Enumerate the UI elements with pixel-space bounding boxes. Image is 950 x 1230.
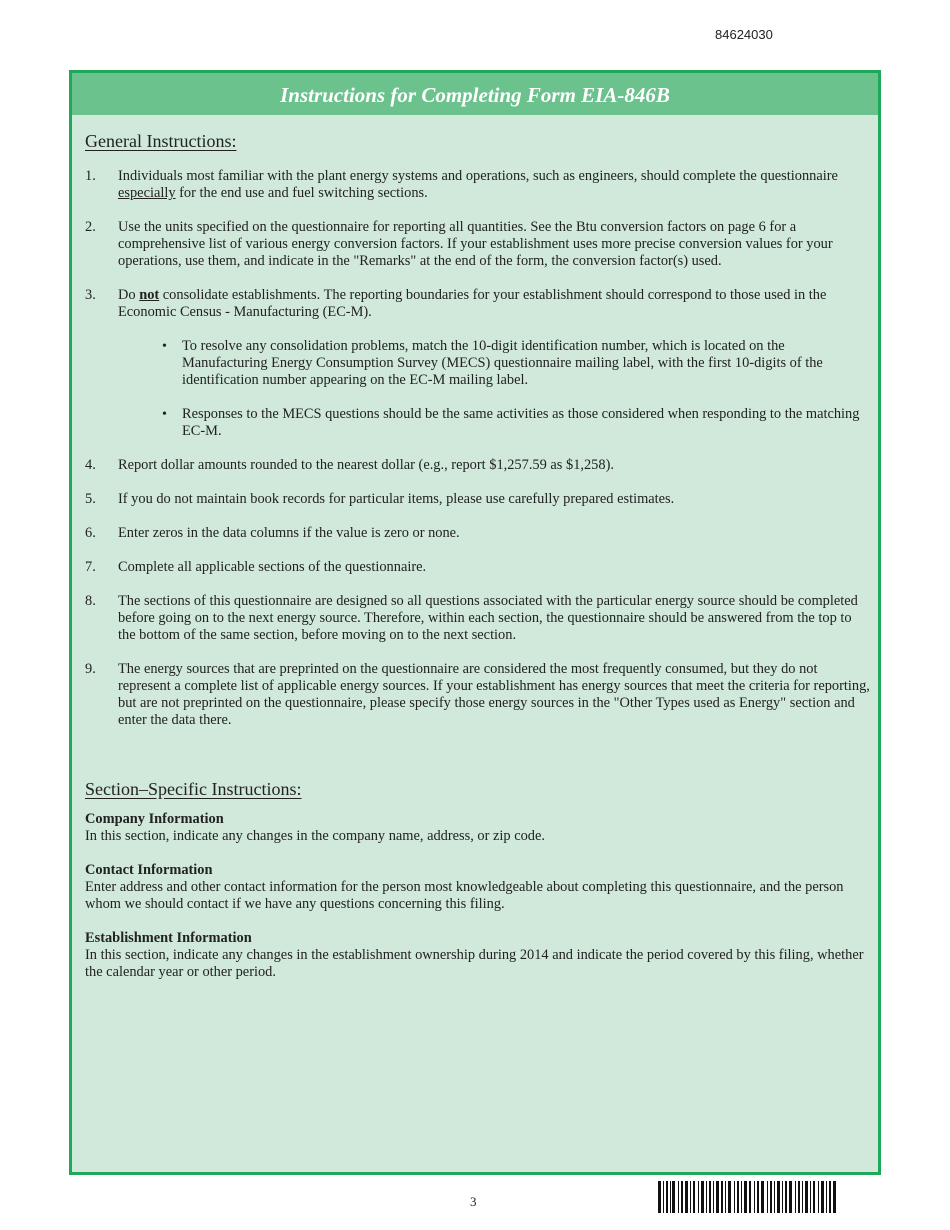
barcode-icon [658, 1181, 836, 1213]
item-text: Report dollar amounts rounded to the nearest dollar (e.g., report $1,257.59 as $1,258). [118, 457, 614, 473]
instruction-item-2 [85, 219, 870, 270]
page-number: 3 [470, 1194, 477, 1209]
instruction-item-5 [85, 491, 870, 508]
bullet-icon: • [162, 339, 167, 354]
instruction-item-8 [85, 593, 870, 644]
instruction-item-4 [85, 457, 870, 474]
instruction-item-3 [85, 287, 870, 321]
instruction-item-7 [85, 559, 870, 576]
item-number: 2. [85, 219, 96, 235]
item-text: Enter zeros in the data columns if the value is zero or none. [118, 525, 460, 541]
item-text: Do not consolidate establishments. The reporting boundaries for your establishment should correspond to those used in the Economic Census - Manufacturing (EC-M). [118, 287, 827, 320]
item-number: 4. [85, 457, 96, 473]
panel-title: Instructions for Completing Form EIA-846B [72, 73, 878, 115]
instructions-content [85, 133, 870, 998]
item-text: The energy sources that are preprinted on the questionnaire are considered the most frequently consumed, but they do not represent a complete list of applicable energy sources. If your establishment has energy sources that meet the criteria for reporting, but are not preprinted on the questionnaire, please specify those energy sources in the "Other Types used as Energy" section and enter the data there. [118, 661, 870, 728]
item-number: 7. [85, 559, 96, 575]
item-number: 1. [85, 168, 96, 184]
instruction-item-1 [85, 168, 870, 202]
item-number: 8. [85, 593, 96, 609]
establishment-information-section [85, 930, 870, 981]
item-number: 9. [85, 661, 96, 677]
subsection-text: In this section, indicate any changes in the company name, address, or zip code. [85, 828, 545, 844]
subsection-title: Contact Information [85, 862, 213, 878]
item-text: Use the units specified on the questionnaire for reporting all quantities. See the Btu conversion factors on page 6 for a comprehensive list of various energy conversion factors. If your establishment uses more precise conversion values for your operations, use them, and indicate in the "Remarks" at the end of the form, the conversion factor(s) used. [118, 219, 833, 269]
form-number: 84624030 [715, 27, 773, 42]
item-number: 6. [85, 525, 96, 541]
item-text: The sections of this questionnaire are designed so all questions associated with the particular energy source should be completed before going on to the next energy source. Therefore, within each section, the questionnaire should be answered from the top to the bottom of the same section, before moving on to the next section. [118, 593, 858, 643]
subsection-title: Establishment Information [85, 930, 252, 946]
bullet-icon: • [162, 407, 167, 422]
subsection-text: In this section, indicate any changes in the establishment ownership during 2014 and indicate the period covered by this filing, whether the calendar year or other period. [85, 947, 864, 980]
item-text: If you do not maintain book records for particular items, please use carefully prepared estimates. [118, 491, 675, 507]
subsection-text: Enter address and other contact information for the person most knowledgeable about completing this questionnaire, and the person whom we should contact if we have any questions concerning this filing. [85, 879, 844, 912]
company-information-section [85, 811, 870, 845]
instruction-item-6 [85, 525, 870, 542]
item-text: Complete all applicable sections of the questionnaire. [118, 559, 427, 575]
bullet-item: • Responses to the MECS questions should be the same activities as those considered when responding to the matching EC-M. [162, 406, 860, 439]
general-instructions-heading: General Instructions: [85, 131, 237, 151]
bullet-item: • To resolve any consolidation problems, match the 10-digit identification number, which is located on the Manufacturing Energy Consumption Survey (MECS) questionnaire mailing label, with the first 10-digits of the identification number appearing on the EC-M mailing label. [162, 338, 823, 388]
contact-information-section [85, 862, 870, 913]
section-specific-heading: Section–Specific Instructions: [85, 779, 302, 799]
item-text: Individuals most familiar with the plant energy systems and operations, such as engineers, should complete the questionnaire especially for the end use and fuel switching sections. [118, 168, 838, 201]
subsection-title: Company Information [85, 811, 224, 827]
consolidation-bullets [85, 338, 870, 440]
instructions-panel [69, 70, 881, 1175]
item-number: 5. [85, 491, 96, 507]
instruction-item-9 [85, 661, 870, 729]
item-number: 3. [85, 287, 96, 303]
